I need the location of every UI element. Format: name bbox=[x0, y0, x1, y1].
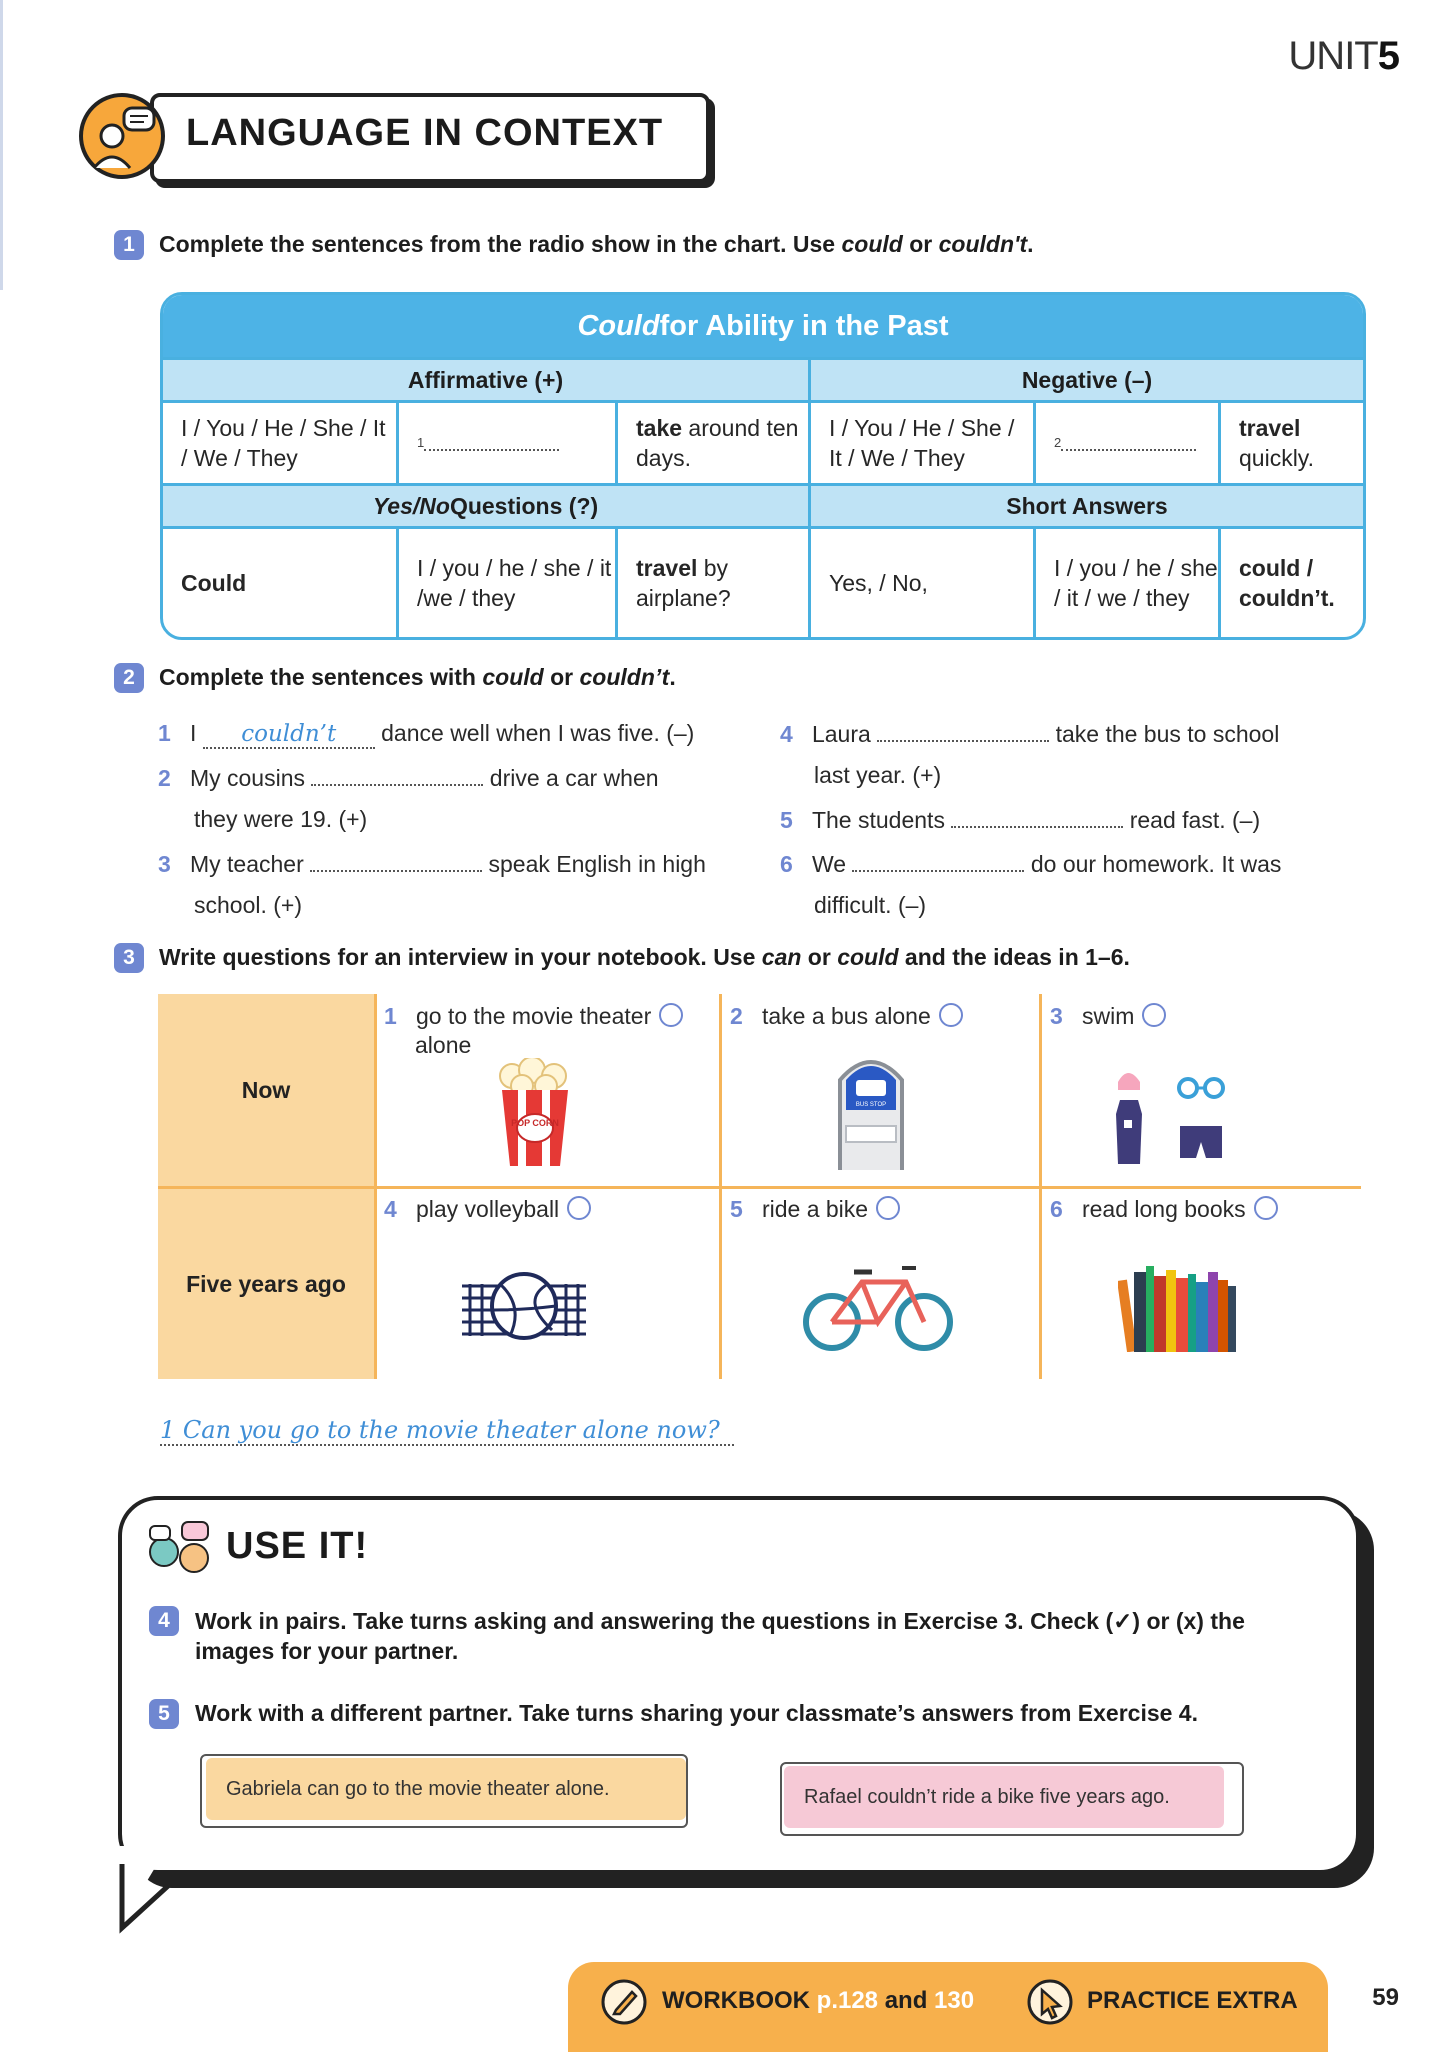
list-item-continued: difficult. (–) bbox=[814, 892, 927, 918]
answer-blank[interactable] bbox=[951, 806, 1123, 828]
short-answer-yes-no: Yes, / No, bbox=[829, 570, 928, 596]
conversation-icon bbox=[146, 1518, 212, 1578]
yes-no-header: Yes/No Questions (?) bbox=[163, 486, 808, 526]
grid-item: 1 go to the movie theater bbox=[384, 1003, 683, 1030]
blank-1[interactable]: 1 bbox=[399, 403, 615, 483]
affirmative-verb: take around ten days. bbox=[636, 415, 799, 471]
check-circle[interactable] bbox=[1142, 1003, 1166, 1027]
list-item: 5 The students read fast. (–) bbox=[780, 807, 1261, 833]
list-item: 4 Laura take the bus to school bbox=[780, 721, 1280, 747]
exercise-3-instruction: Write questions for an interview in your notebook. Use can or could and the ideas in 1–6. bbox=[159, 944, 1130, 970]
speech-tail bbox=[112, 1846, 172, 1936]
grid-item-continued: alone bbox=[415, 1032, 472, 1058]
unit-label: UNIT5 bbox=[1288, 34, 1399, 78]
answer-blank[interactable] bbox=[877, 720, 1049, 742]
exercise-2-instruction: Complete the sentences with could or couldn’t. bbox=[159, 664, 676, 690]
grid-item: 2 take a bus alone bbox=[730, 1003, 963, 1030]
grid-item: 5 ride a bike bbox=[730, 1196, 900, 1223]
grammar-chart bbox=[160, 292, 1366, 640]
question-could: Could bbox=[181, 570, 247, 596]
question-verb: travel by airplane? bbox=[636, 555, 731, 611]
check-circle[interactable] bbox=[939, 1003, 963, 1027]
exercise-number-badge: 2 bbox=[114, 663, 144, 693]
exercise-number-badge: 5 bbox=[149, 1699, 179, 1729]
grid-item: 4 play volleyball bbox=[384, 1196, 591, 1223]
exercise-number-badge: 3 bbox=[114, 943, 144, 973]
answer-blank[interactable] bbox=[852, 850, 1024, 872]
section-title: LANGUAGE IN CONTEXT bbox=[186, 112, 664, 154]
chart-title: Could for Ability in the Past bbox=[163, 295, 1363, 357]
exercise-number-badge: 1 bbox=[114, 230, 144, 260]
use-it-title: USE IT! bbox=[226, 1525, 369, 1567]
books-icon bbox=[1118, 1266, 1240, 1352]
popcorn-icon bbox=[494, 1058, 576, 1170]
check-circle[interactable] bbox=[876, 1196, 900, 1220]
answer-blank[interactable] bbox=[310, 850, 482, 872]
row-label-five-years-ago: Five years ago bbox=[158, 1189, 374, 1379]
short-answer-subject: I / you / he / she / it / we / they bbox=[1054, 555, 1218, 611]
bus-stop-label: BUS STOP bbox=[855, 1102, 887, 1108]
bicycle-icon bbox=[802, 1260, 954, 1354]
exercise-4-instruction: Work in pairs. Take turns asking and answering the questions in Exercise 3. Check (✓) or (x) the images for your partner. bbox=[195, 1608, 1245, 1664]
list-item-continued: they were 19. (+) bbox=[194, 806, 368, 832]
grid-item: 3 swim bbox=[1050, 1003, 1166, 1030]
affirmative-header: Affirmative (+) bbox=[163, 360, 808, 400]
row-label-now: Now bbox=[158, 994, 374, 1186]
check-circle[interactable] bbox=[659, 1003, 683, 1027]
cursor-icon bbox=[1026, 1978, 1074, 2026]
speech-bubble-icon bbox=[78, 92, 166, 180]
exercise-1-instruction: Complete the sentences from the radio show in the chart. Use could or couldn't. bbox=[159, 231, 1034, 257]
answer-blank[interactable]: couldn’t bbox=[203, 720, 375, 749]
negative-subject: I / You / He / She / It / We / They bbox=[829, 415, 1015, 471]
page-number: 59 bbox=[1372, 1984, 1399, 2011]
question-subject: I / you / he / she / it /we / they bbox=[417, 555, 612, 611]
check-circle[interactable] bbox=[567, 1196, 591, 1220]
popcorn-label: POP CORN bbox=[511, 1118, 559, 1128]
practice-extra-link[interactable]: PRACTICE EXTRA bbox=[1087, 1987, 1298, 2014]
grid-item: 6 read long books bbox=[1050, 1196, 1278, 1223]
list-item-continued: school. (+) bbox=[194, 892, 303, 918]
exercise-5-instruction: Work with a different partner. Take turns sharing your classmate’s answers from Exercise 4. bbox=[195, 1700, 1198, 1726]
list-item: 6 We do our homework. It was bbox=[780, 851, 1282, 877]
list-item-continued: last year. (+) bbox=[814, 762, 942, 788]
exercise-number-badge: 4 bbox=[149, 1606, 179, 1636]
list-item: 1 I couldn’t dance well when I was five. (–) bbox=[158, 720, 695, 747]
blank-2[interactable]: 2 bbox=[1036, 403, 1218, 483]
check-circle[interactable] bbox=[1254, 1196, 1278, 1220]
swimwear-icon bbox=[1110, 1064, 1228, 1168]
short-answers-header: Short Answers bbox=[811, 486, 1363, 526]
speech-bubble-rafael: Rafael couldn’t ride a bike five years ago. bbox=[784, 1766, 1224, 1828]
workbook-link[interactable]: WORKBOOK p.128 and 130 bbox=[662, 1987, 975, 2014]
negative-verb: travel quickly. bbox=[1239, 415, 1314, 471]
list-item: 3 My teacher speak English in high bbox=[158, 851, 706, 877]
speech-bubble-gabriela: Gabriela can go to the movie theater alone. bbox=[206, 1758, 686, 1820]
affirmative-subject: I / You / He / She / It / We / They bbox=[181, 415, 386, 471]
list-item: 2 My cousins drive a car when bbox=[158, 765, 659, 791]
pencil-icon bbox=[600, 1978, 648, 2026]
volleyball-icon bbox=[460, 1270, 588, 1342]
bus-stop-icon bbox=[834, 1050, 908, 1176]
unit-number: 5 bbox=[1377, 34, 1399, 78]
negative-header: Negative (–) bbox=[811, 360, 1363, 400]
short-answer-verb: could / couldn’t. bbox=[1239, 555, 1335, 611]
margin-line bbox=[0, 0, 3, 290]
example-answer: 1 Can you go to the movie theater alone now? bbox=[160, 1416, 734, 1446]
answer-blank[interactable] bbox=[311, 764, 483, 786]
